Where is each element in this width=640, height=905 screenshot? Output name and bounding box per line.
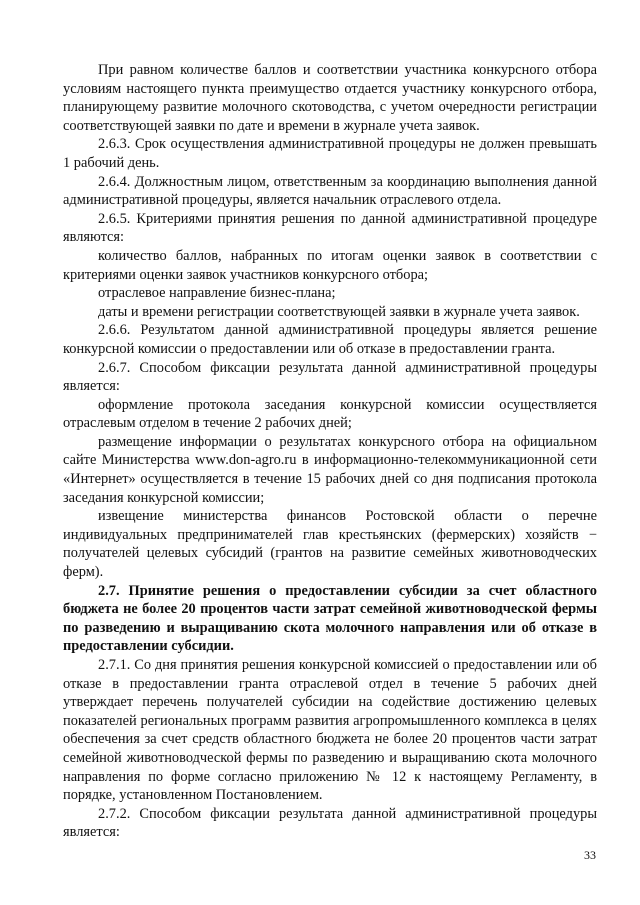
paragraph-criteria-direction: отраслевое направление бизнес-плана; xyxy=(98,285,336,302)
paragraph-2-6-3: 2.6.3. Срок осуществления административной процедуры не должен превышать 1 рабочий день. xyxy=(63,136,597,171)
section-heading-2-7: 2.7. Принятие решения о предоставлении субсидии за счет областного бюджета не более 20 процентов части затрат семейной животноводческой фермы по разведению и выращиванию скота молочного направления или об отказе в предоставлении субсидии. xyxy=(63,582,597,655)
paragraph-notification: извещение министерства финансов Ростовской области о перечне индивидуальных предпринимателей глав крестьянских (фермерских) хозяйств − получателей целевых субсидий (грантов на развитие семейных животноводческих ферм). xyxy=(63,508,597,581)
paragraph-2-6-5: 2.6.5. Критериями принятия решения по данной административной процедуре являются: xyxy=(63,210,597,246)
paragraph-publication: размещение информации о результатах конкурсного отбора на официальном сайте Министерства www.don-agro.ru в информационно-телекоммуникационной сети «Интернет» осуществляется в течение 15 рабочих дней со дня подписания протокола заседания конкурсной комиссии; xyxy=(63,433,597,506)
paragraph-protocol: оформление протокола заседания конкурсной комиссии осуществляется отраслевым отделом в течение 2 рабочих дней; xyxy=(63,396,597,432)
paragraph-2-7-1: 2.7.1. Со дня принятия решения конкурсной комиссией о предоставлении или об отказе в предоставлении гранта отраслевой отдел в течение 5 рабочих дней утверждает перечень получателей субсидии на содействие достижению целевых показателей региональных программ развития агропромышленного комплекса в целях обеспечения за счет средств областного бюджета не более 20 процентов части затрат семейной животноводческой фермы по разведению и выращиванию скота молочного направления по форме согласно приложению № 12 к настоящему Регламенту, в порядке, установленном Постановлением. xyxy=(63,657,597,804)
paragraph-tiebreak-rule: При равном количестве баллов и соответствии участника конкурсного отбора условиям настоящего пункта преимущество отдается участнику конкурсного отбора, планирующему развитие молочного скотоводства, с учетом очередности регистрации соответствующей заявки по дате и времени в журнале учета заявок. xyxy=(63,62,597,134)
paragraph-criteria-date: даты и времени регистрации соответствующей заявки в журнале учета заявок. xyxy=(98,303,580,320)
paragraph-2-6-4: 2.6.4. Должностным лицом, ответственным за координацию выполнения данной административной процедуры, является начальник отраслевого отдела. xyxy=(63,173,597,209)
paragraph-criteria-scores: количество баллов, набранных по итогам оценки заявок в соответствии с критериями оценки заявок участников конкурсного отбора; xyxy=(63,247,597,283)
paragraph-2-6-6: 2.6.6. Результатом данной административной процедуры является решение конкурсной комиссии о предоставлении или об отказе в предоставлении гранта. xyxy=(63,322,597,357)
paragraph-2-7-2: 2.7.2. Способом фиксации результата данной административной процедуры является: xyxy=(63,805,597,841)
paragraph-2-6-7: 2.6.7. Способом фиксации результата данной административной процедуры является: xyxy=(63,359,597,395)
page-number: 33 xyxy=(584,848,596,862)
document-body xyxy=(63,61,597,842)
